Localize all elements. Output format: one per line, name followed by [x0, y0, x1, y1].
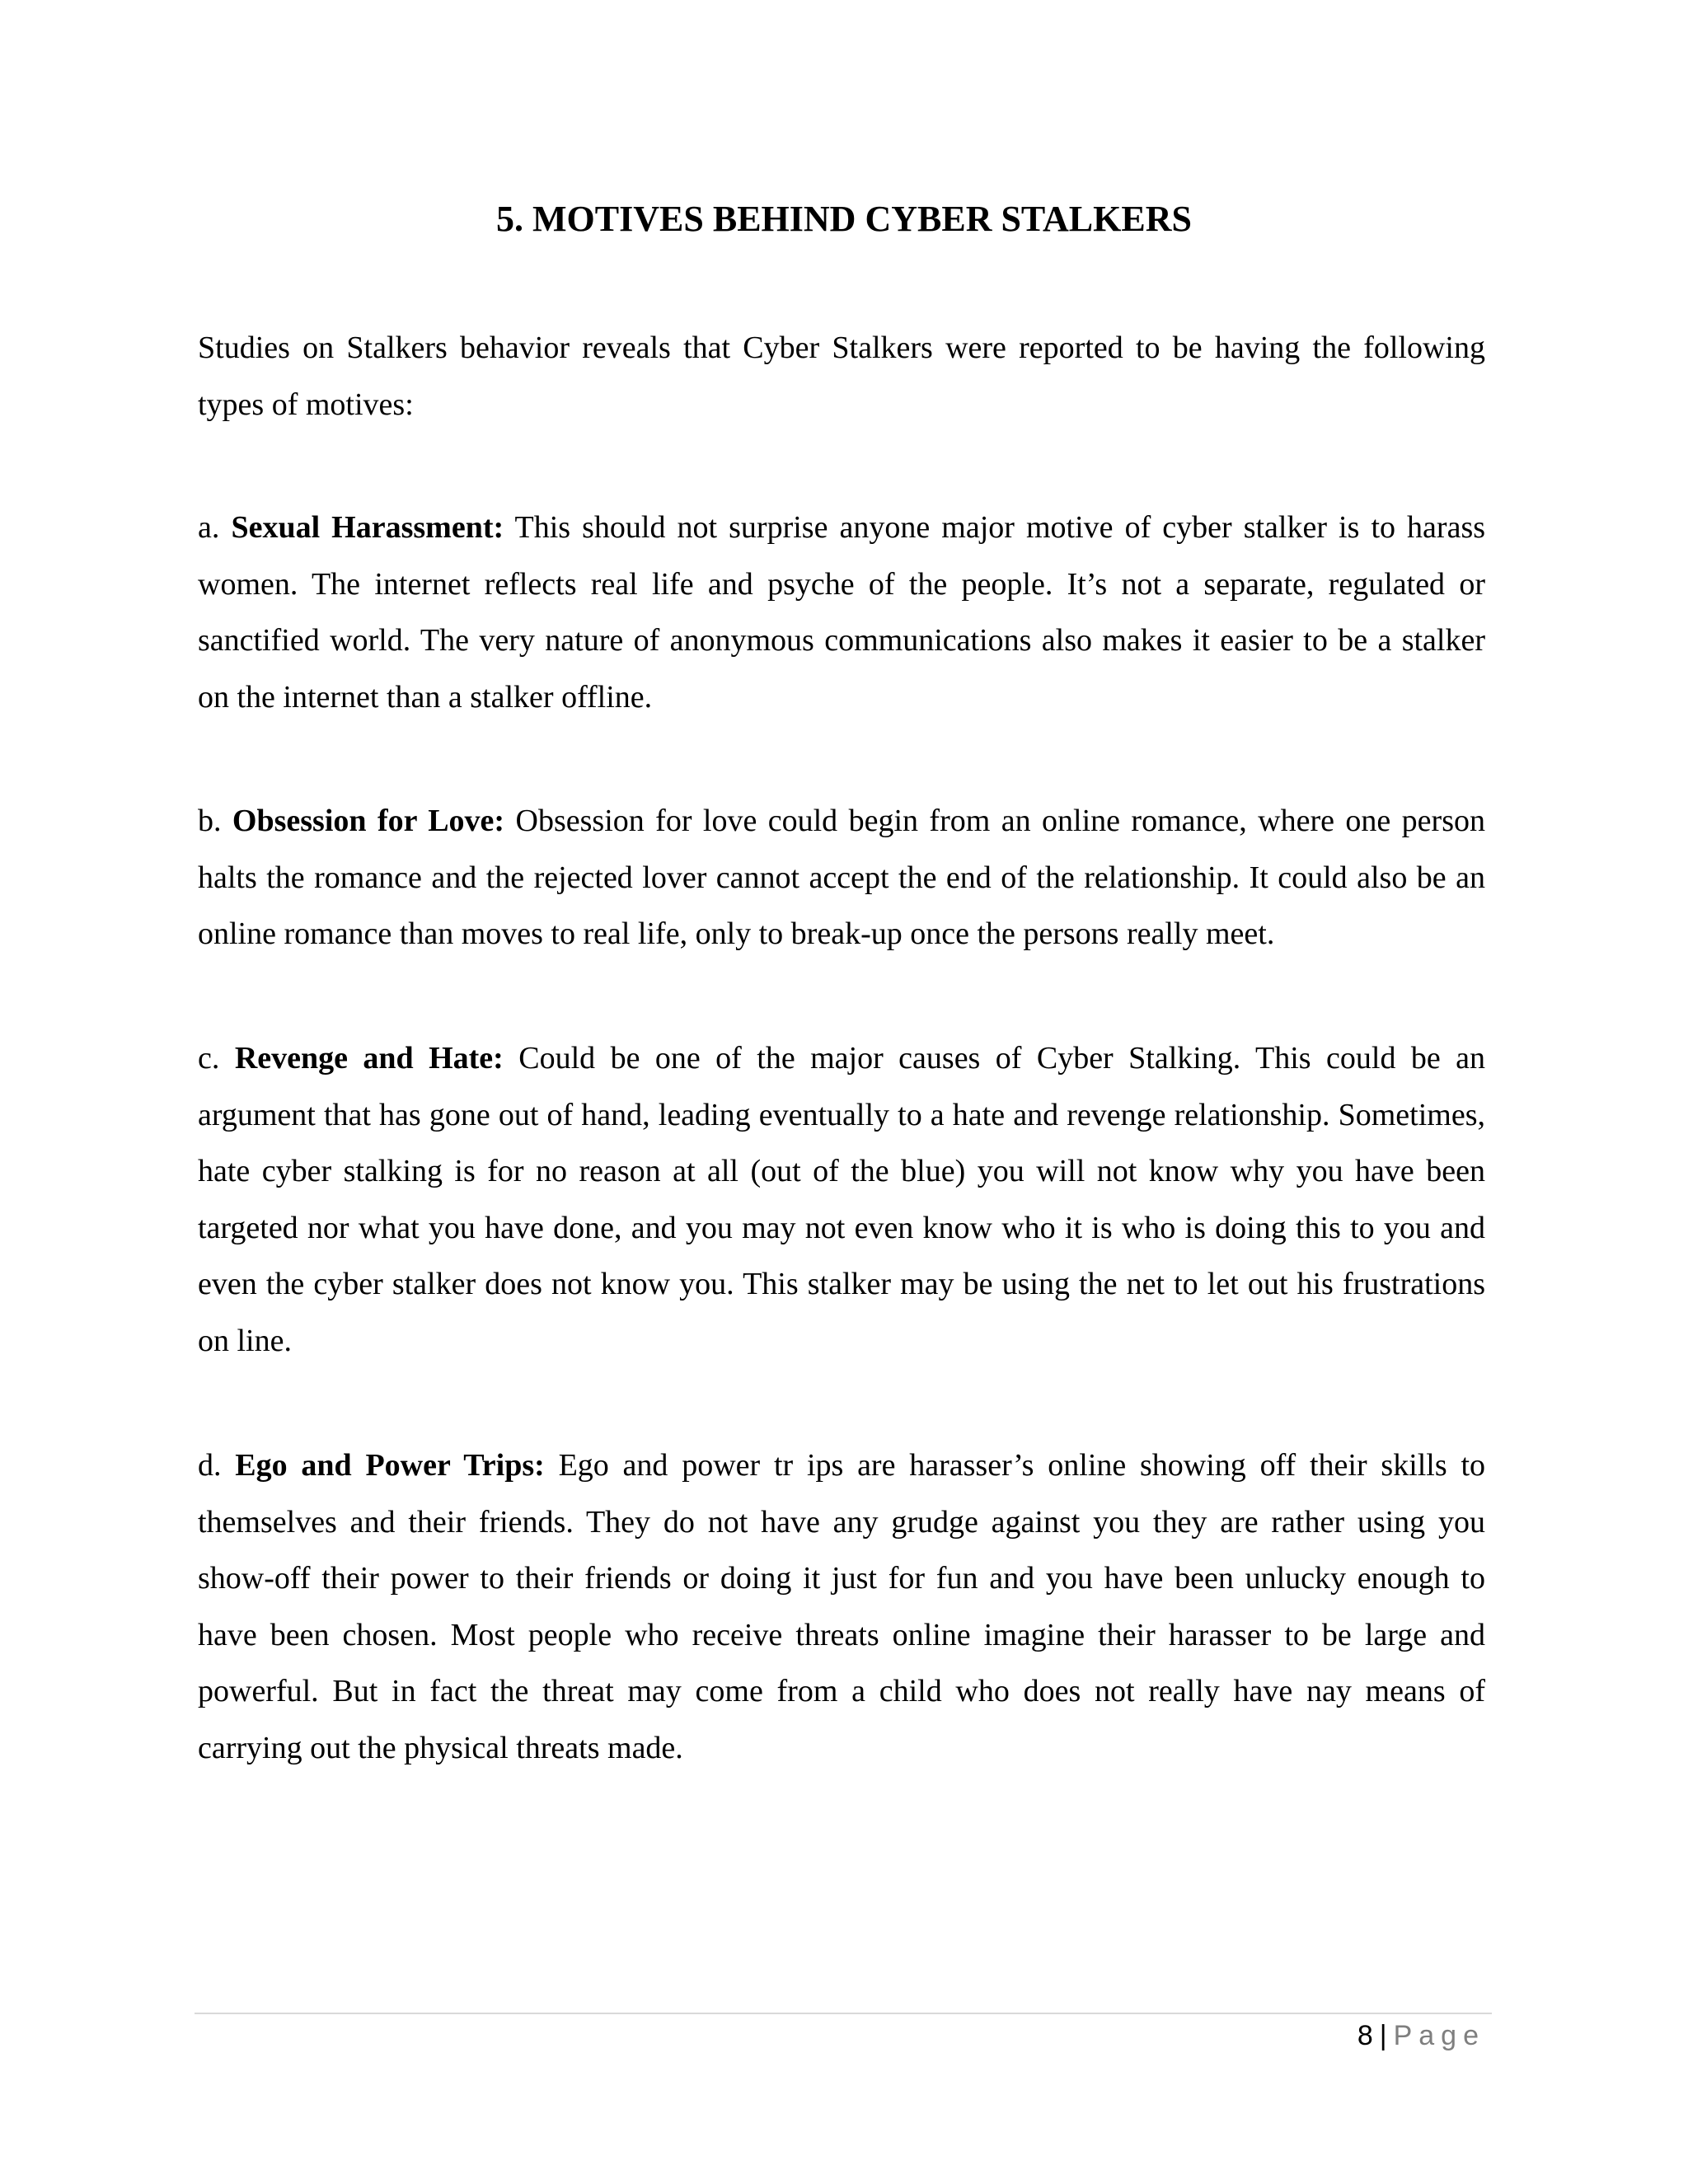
page-number: 8 — [1357, 2020, 1373, 2051]
item-marker: c. — [198, 1041, 220, 1076]
item-term: Sexual Harassment: — [231, 510, 504, 545]
item-text: Ego and power tr ips are harasser’s online showing off their skills to themselves and their friends. They do not have any grudge against you they are rather using you show-off their power to their friends or doing it just for fun and you have been unlucky enough to have been chosen. Most people who receive threats online imagine their harasser to be large and powerful. But in fact the threat may come from a child who does not really have nay means of carrying out the physical threats made. — [198, 1448, 1485, 1765]
page-label: Page — [1393, 2020, 1485, 2051]
motive-item-obsession-for-love — [198, 793, 1485, 963]
item-marker: b. — [198, 804, 222, 838]
item-text: Obsession for love could begin from an online romance, where one person halts the romance and the rejected lover cannot accept the end of the relationship. It could also be an online romance than moves to real life, only to break-up once the persons really meet. — [198, 804, 1485, 951]
intro-paragraph: Studies on Stalkers behavior reveals that Cyber Stalkers were reported to be having the following types of motives: — [198, 330, 1485, 422]
item-marker: a. — [198, 510, 220, 545]
item-term: Revenge and Hate: — [234, 1041, 504, 1076]
item-term: Obsession for Love: — [232, 804, 505, 838]
motive-item-revenge-and-hate — [198, 1030, 1485, 1369]
footer-divider — [195, 2013, 1492, 2014]
page-footer — [1357, 2018, 1485, 2054]
item-text: This should not surprise anyone major motive of cyber stalker is to harass women. The internet reflects real life and psyche of the people. It’s not a separate, regulated or sanctified world. The very nature of anonymous communications also makes it easier to be a stalker on the internet than a stalker offline. — [198, 510, 1486, 715]
item-marker: d. — [198, 1448, 222, 1483]
motive-item-ego-and-power-trips — [198, 1437, 1485, 1776]
item-term: Ego and Power Trips: — [235, 1448, 545, 1483]
footer-separator: | — [1379, 2020, 1387, 2051]
page-title: 5. MOTIVES BEHIND CYBER STALKERS — [496, 199, 1192, 239]
motive-item-sexual-harassment — [198, 499, 1485, 725]
item-text: Could be one of the major causes of Cyber Stalking. This could be an argument that has gone out of hand, leading eventually to a hate and revenge relationship. Sometimes, hate cyber stalking is for no reason at all (out of the blue) you will not know why you have been targeted nor what you have done, and you may not even know who it is who is doing this to you and even the cyber stalker does not know you. This stalker may be using the net to let out his frustrations on line. — [198, 1041, 1486, 1358]
